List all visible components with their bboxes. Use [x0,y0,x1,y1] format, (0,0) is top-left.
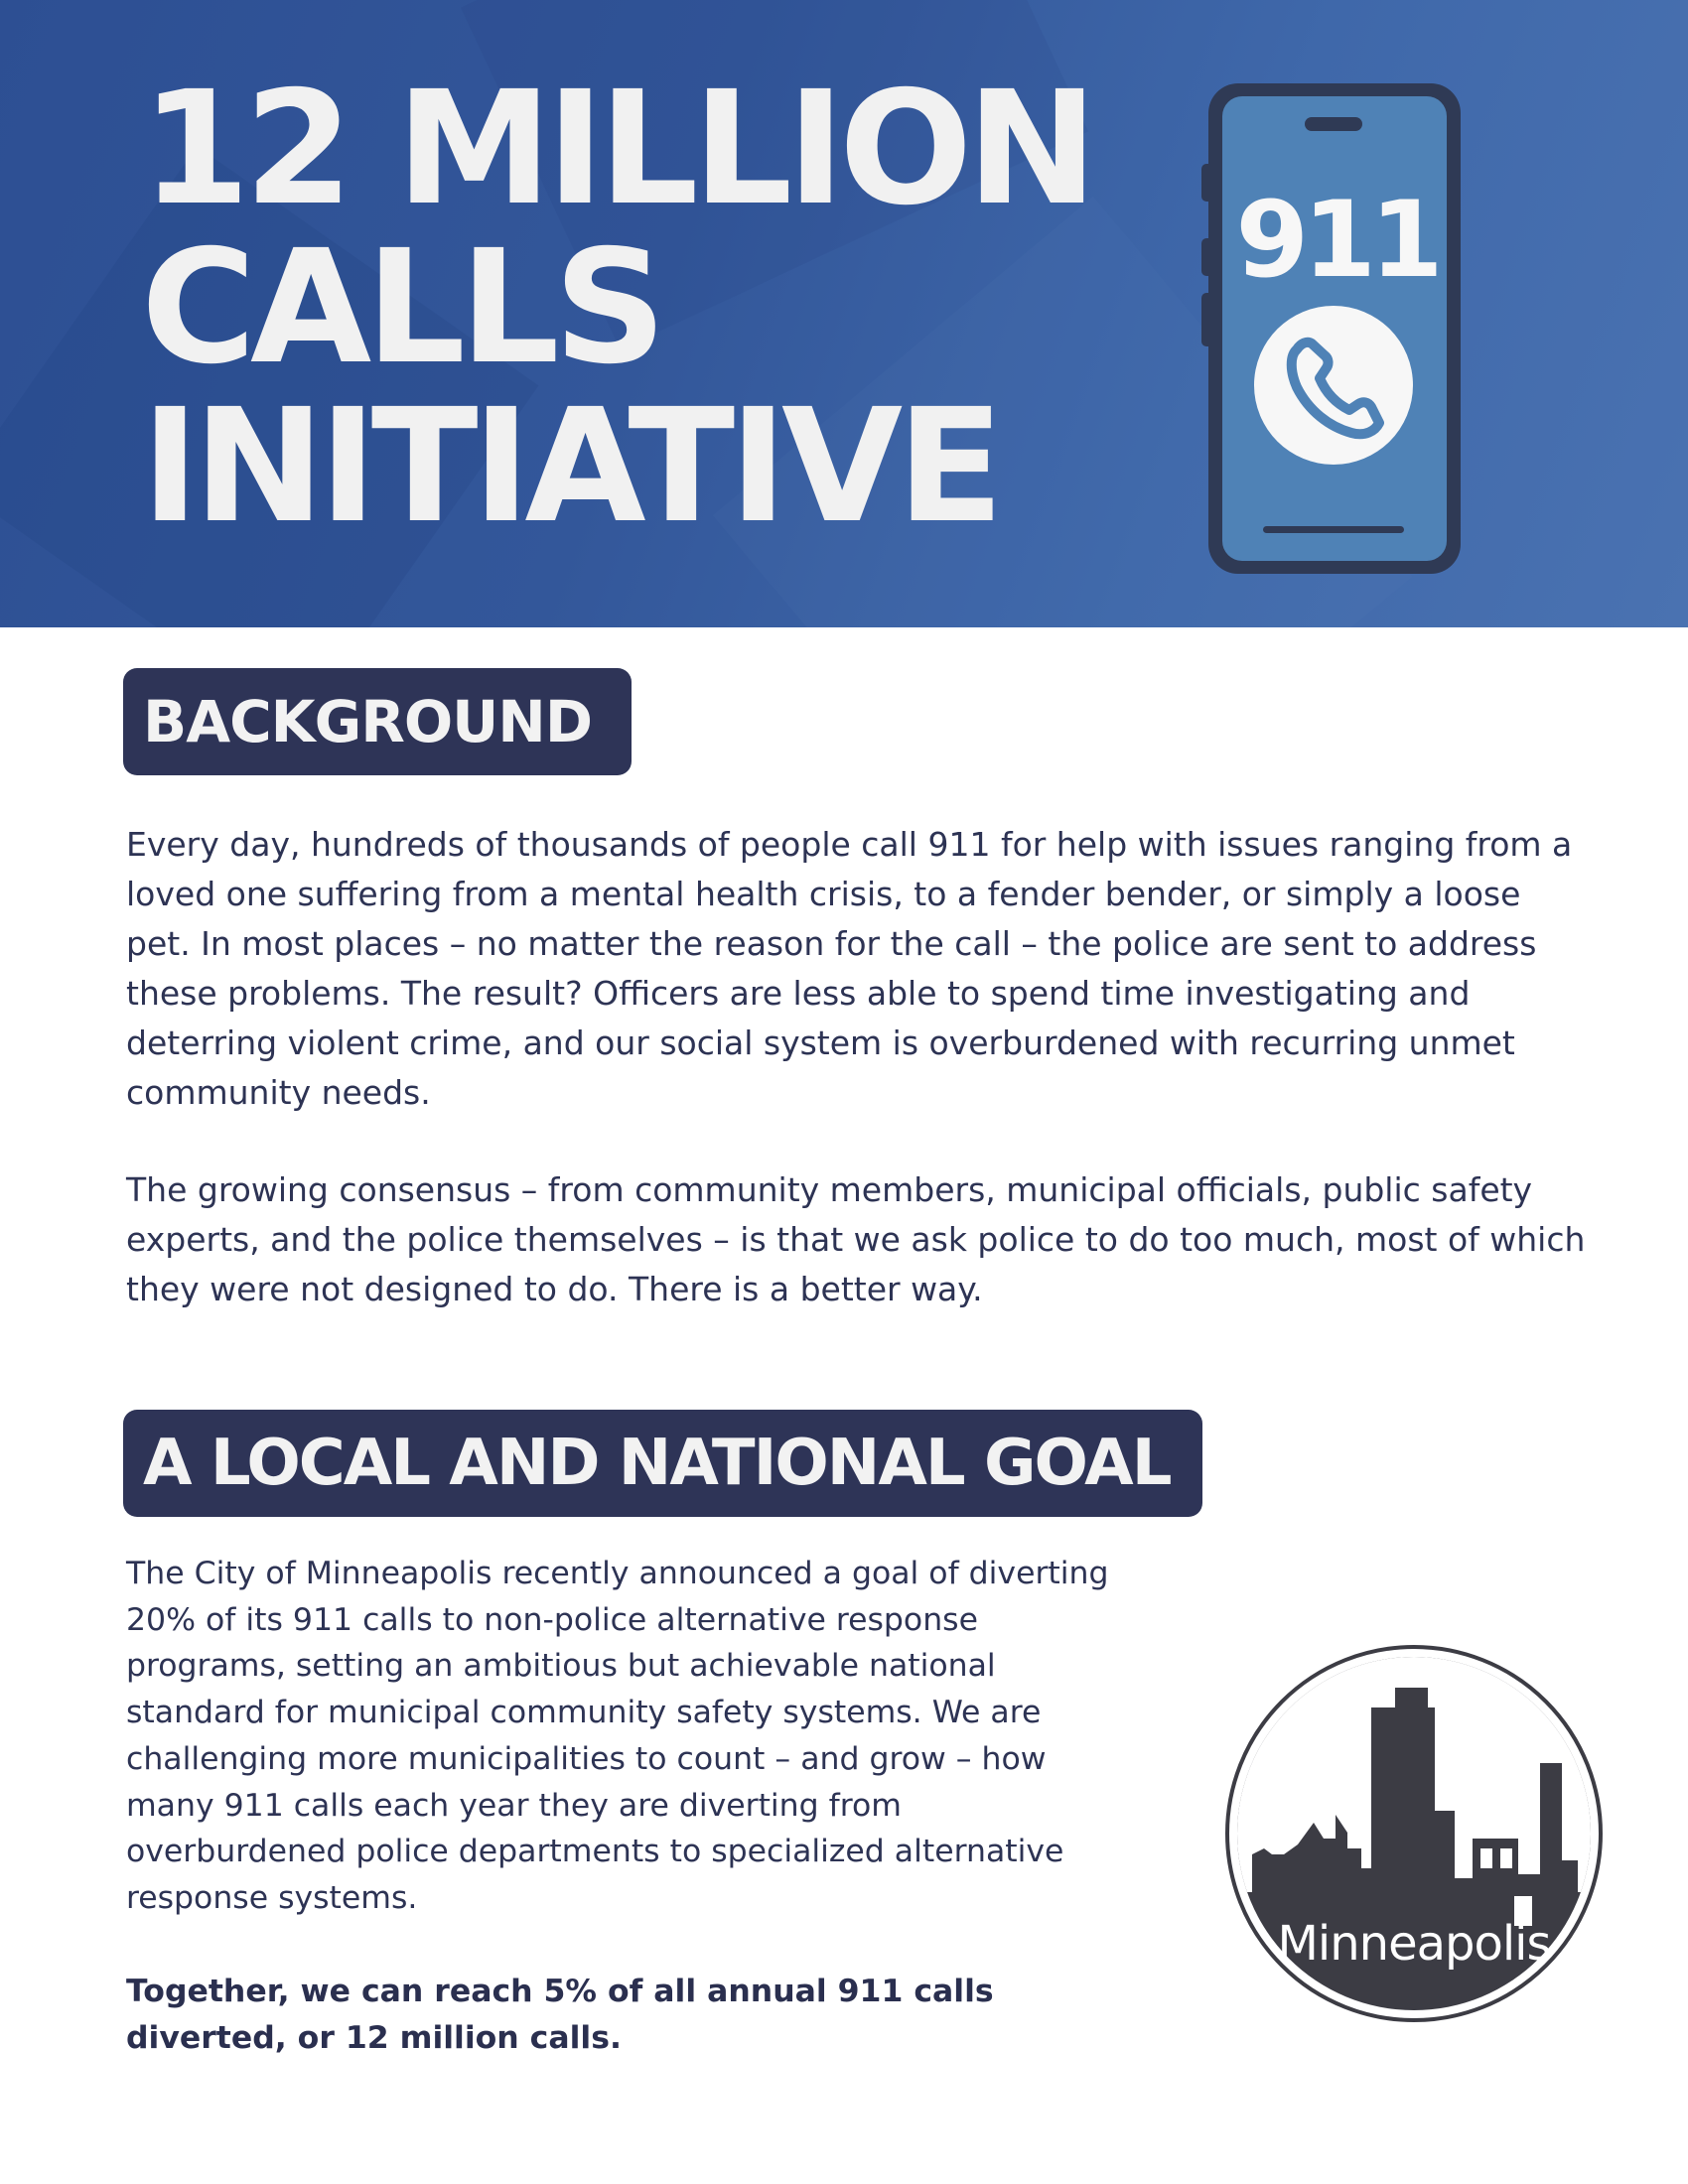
goal-callout: Together, we can reach 5% of all annual 911 calls diverted, or 12 million calls. [126,1974,994,2056]
background-paragraph-1: Every day, hundreds of thousands of people call 911 for help with issues ranging from a loved one suffering from a mental health crisis, to a fender bender, or simply a loose pet. In most places – no matter the reason for the call – the police are sent to address these problems. The result? Officers are less able to spend time investigating and deterring violent crime, and our social system is overburdened with recurring unmet community needs. [126,825,1573,1112]
background-paragraph-2: The growing consensus – from community members, municipal officials, public safety experts, and the police themselves – is that we ask police to do too much, most of which they were not designed to do. There is a better way. [126,1170,1586,1308]
background-heading: BACKGROUND [123,668,632,775]
page-title [141,58,1092,558]
title-line-2: CALLS [141,216,661,399]
title-line-3: INITIATIVE [141,375,999,558]
goal-paragraph: The City of Minneapolis recently announced a goal of diverting 20% of its 911 calls to non-police alternative response programs, setting an ambitious but achievable national standard for municipal community safety systems. We are challenging more municipalities to count – and grow – how many 911 calls each year they are diverting from overburdened police departments to specialized alternative response systems. [126,1556,1109,1916]
hero-banner [0,0,1688,627]
phone-icon [1201,81,1466,576]
logo-label: Minneapolis [1277,1916,1551,1972]
city-skyline-icon [1224,1644,1604,2023]
title-line-1: 12 MILLION [141,58,1092,240]
goal-heading: A LOCAL AND NATIONAL GOAL [123,1410,1202,1517]
phone-number-label: 911 [1235,179,1438,301]
phone-911-illustration [1201,81,1466,576]
minneapolis-logo [1224,1644,1604,2023]
